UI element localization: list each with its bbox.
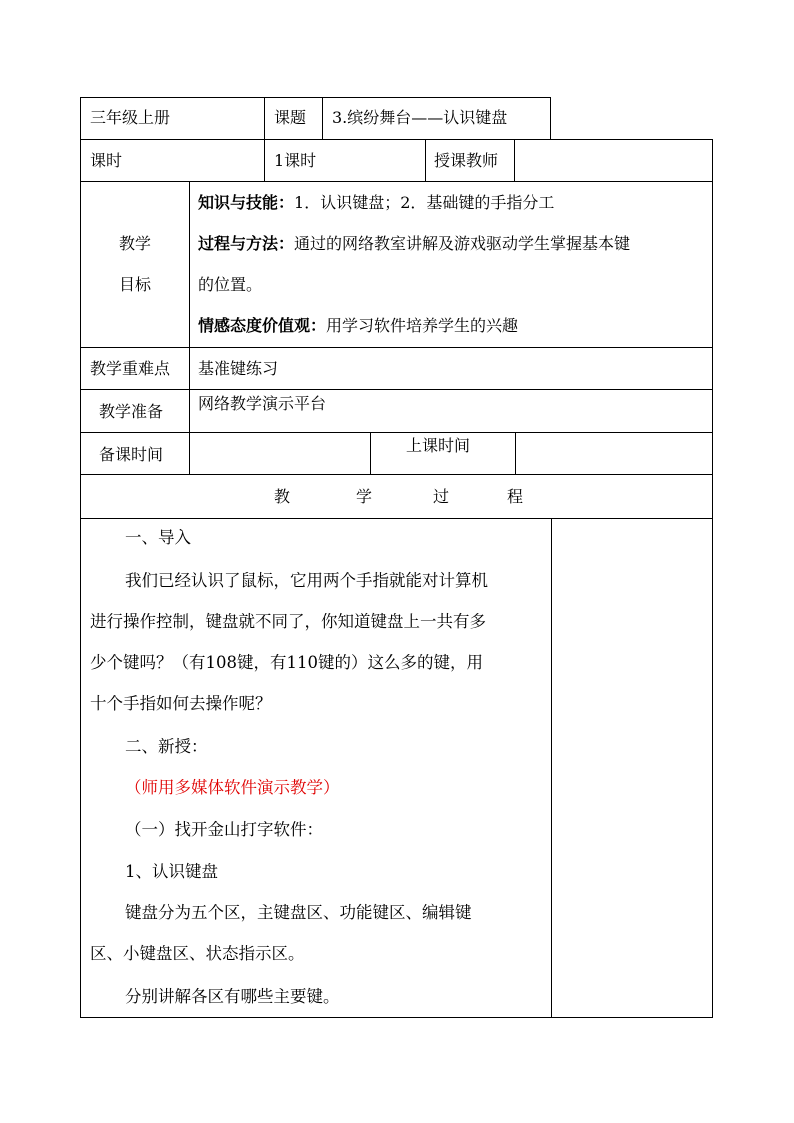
class-time-label-cell: [370, 432, 516, 475]
step-one: （一）找开金山打字软件：: [125, 820, 323, 839]
keyboard-paragraph-line1: 键盘分为五个区，主键盘区、功能键区、编辑键: [125, 903, 472, 922]
period-value: 1课时: [274, 151, 317, 170]
prep-value-cell: [189, 389, 713, 433]
knowledge-text: 1．认识键盘；2．基础键的手指分工: [294, 193, 555, 212]
intro-paragraph-line2: 进行操作控制，键盘就不同了，你知道键盘上一共有多: [90, 612, 486, 631]
process-line: [198, 234, 630, 254]
teacher-label-cell: [425, 139, 515, 182]
teacher-label: 授课教师: [434, 151, 499, 170]
prep-time-label: 备课时间: [99, 445, 164, 464]
intro-paragraph-line1: 我们已经认识了鼠标，它用两个手指就能对计算机: [125, 571, 488, 590]
period-value-cell: [264, 139, 426, 182]
intro-title: 一、导入: [125, 528, 191, 547]
process-label: 过程与方法：: [198, 234, 295, 253]
topic-value-cell: [322, 97, 551, 140]
class-time-value-cell: [515, 432, 713, 475]
prep-label-cell: [80, 389, 190, 433]
knowledge-label: 知识与技能：: [198, 193, 295, 212]
process-line-cont: [198, 275, 262, 295]
goals-label-cell: [80, 181, 190, 348]
intro-paragraph-line4: 十个手指如何去操作呢？: [90, 694, 272, 713]
goals-content-cell: [189, 181, 713, 348]
keypoints-value: 基准键练习: [198, 359, 279, 378]
emotion-text: 用学习软件培养学生的兴趣: [326, 316, 519, 335]
topic-value: 3.缤纷舞台——认识键盘: [332, 108, 508, 127]
class-time-label: 上课时间: [406, 436, 471, 455]
keyboard-paragraph-line2: 区、小键盘区、状态指示区。: [90, 944, 305, 963]
process-header-char-4: 程: [507, 487, 524, 506]
intro-paragraph-line3: 少个键吗？（有108键，有110键的）这么多的键，用: [90, 653, 483, 672]
keypoints-label: 教学重难点: [90, 359, 171, 378]
keypoints-value-cell: [189, 347, 713, 390]
teacher-demo-note: （师用多媒体软件演示教学）: [125, 778, 340, 797]
sub-step-keyboard: 1、认识键盘: [125, 862, 218, 881]
goals-label-line2: 目标: [119, 275, 152, 294]
emotion-label: 情感态度价值观：: [198, 316, 327, 335]
process-header-char-3: 过: [433, 487, 450, 506]
topic-label: 课题: [274, 108, 307, 127]
emotion-line: [198, 316, 518, 336]
process-header-char-2: 学: [356, 487, 373, 506]
process-header-cell: [80, 474, 713, 519]
grade-cell: [80, 97, 265, 140]
process-body-cell: [80, 518, 552, 1018]
keyboard-paragraph-line3: 分别讲解各区有哪些主要键。: [125, 987, 340, 1006]
process-text-cont: 的位置。: [198, 275, 263, 294]
period-label: 课时: [90, 151, 123, 170]
process-notes-cell: [551, 518, 713, 1018]
process-header-char-1: 教: [274, 487, 291, 506]
prep-time-value-cell: [189, 432, 371, 475]
new-lesson-title: 二、新授：: [125, 737, 208, 756]
topic-label-cell: [264, 97, 323, 140]
prep-time-label-cell: [80, 432, 190, 475]
period-label-cell: [80, 139, 265, 182]
teacher-value-cell: [514, 139, 713, 182]
prep-label: 教学准备: [99, 402, 164, 421]
prep-value: 网络教学演示平台: [198, 394, 327, 413]
grade-text: 三年级上册: [90, 108, 171, 127]
knowledge-line: [198, 193, 554, 213]
process-text: 通过的网络教室讲解及游戏驱动学生掌握基本键: [294, 234, 631, 253]
keypoints-label-cell: [80, 347, 190, 390]
goals-label-line1: 教学: [119, 234, 152, 253]
